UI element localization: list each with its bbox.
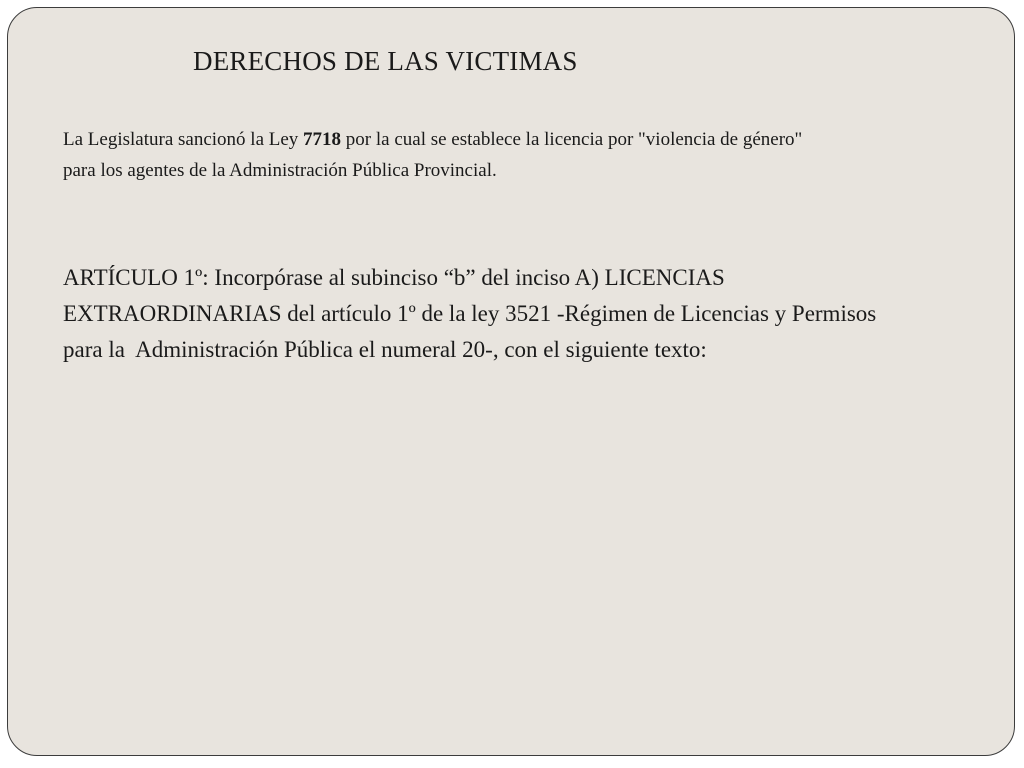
intro-text-start: La Legislatura sancionó la Ley (63, 129, 304, 150)
article-line-2: EXTRAORDINARIAS del artículo 1º de la ley 3521 -Régimen de Licencias y Permisos (63, 301, 877, 326)
law-number: 7718 (303, 129, 342, 150)
intro-text-line2: para los agentes de la Administración Pública Provincial. (63, 160, 497, 181)
intro-text-line1-end: por la cual se establece la licencia por "violencia de género" (341, 129, 803, 150)
slide-title: DERECHOS DE LAS VICTIMAS (193, 46, 578, 76)
article-line-1: ARTÍCULO 1º: Incorpórase al subinciso “b” del inciso A) LICENCIAS (63, 265, 725, 290)
intro-paragraph (63, 124, 963, 186)
slide-panel (7, 7, 1015, 756)
article-line-3: para la Administración Pública el numeral 20-, con el siguiente texto: (63, 337, 707, 362)
article-paragraph (63, 260, 993, 368)
